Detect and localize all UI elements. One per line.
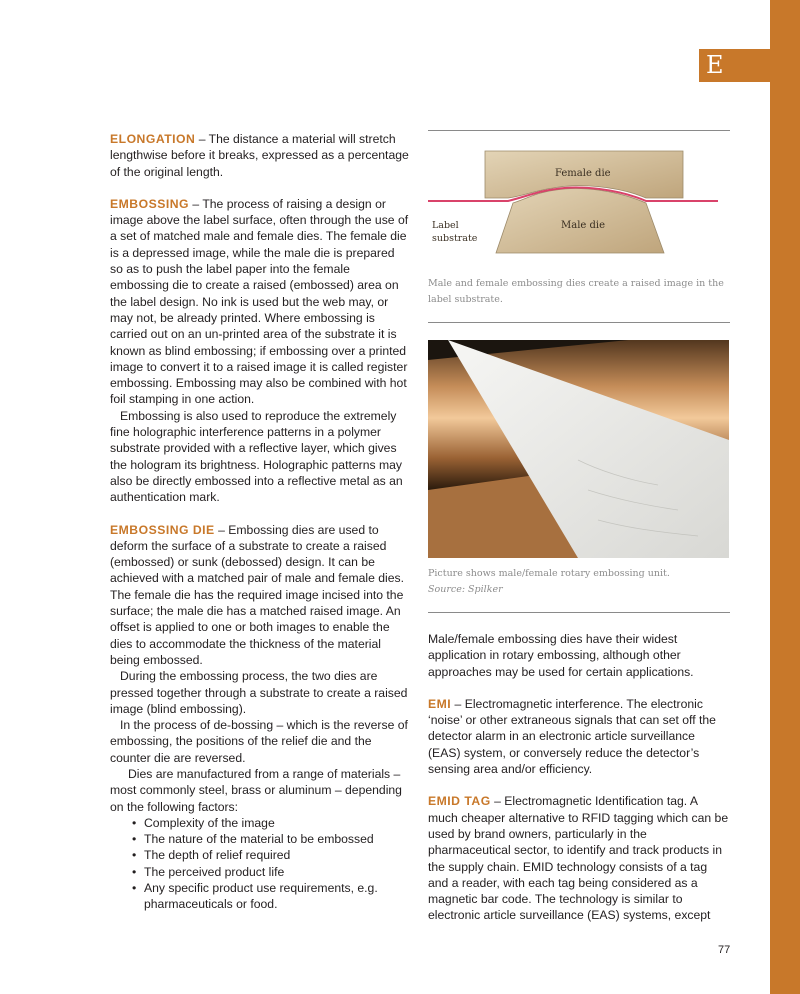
embossing-die-definition: – Embossing dies are used to deform the surface of a substrate to create a raised (embossed) or sunk (debossed) design. It can be achieved with a matched pair of male and female dies. The female die has the required image incised into the surface; the male die has a matched raised image. An offset is applied to one or both images to enable the dies to accommodate the thickness of the material being embossed. <box>110 522 405 667</box>
diagram-caption: Male and female embossing dies create a raised image in the label substrate. <box>428 278 724 305</box>
left-column <box>110 131 410 913</box>
rotary-embossing-photo <box>428 340 729 558</box>
die-factors-list <box>110 815 410 913</box>
side-color-bar <box>770 0 800 994</box>
divider-rule <box>428 322 730 323</box>
term-embossing: EMBOSSING <box>110 196 189 211</box>
embossing-die-paragraph-2: During the embossing process, the two dies are pressed together through a substrate to create a raised image (blind embossing). <box>110 669 408 716</box>
list-item: • Complexity of the image <box>144 815 410 831</box>
embossing-dies-diagram <box>428 148 728 258</box>
photo-caption <box>428 566 728 598</box>
embossing-paragraph-2: Embossing is also used to reproduce the extremely fine holographic interference patterns in a polymer substrate provided with a reflective layer, which gives the hologram its brightness. Holographic patterns may also be directly embossed into a reflective metal as an authentication mark. <box>110 408 403 505</box>
rotary-embossing-paragraph: Male/female embossing dies have their widest application in rotary embossing, although other approaches may be used for certain applications. <box>428 632 694 679</box>
embossing-die-paragraph-4: Dies are manufactured from a range of materials – most commonly steel, brass or aluminum – depending on the following factors: <box>110 766 402 814</box>
entry-elongation <box>110 131 410 180</box>
list-item: • The nature of the material to be embossed <box>144 831 410 847</box>
embossing-die-paragraph-3: In the process of de-bossing – which is the reverse of embossing, the positions of the relief die and the counter die are reversed. <box>110 718 408 765</box>
term-embossing-die: EMBOSSING DIE <box>110 522 215 537</box>
male-die-label: Male die <box>561 220 606 231</box>
term-emi: EMI <box>428 696 452 711</box>
substrate-label-line2: substrate <box>432 233 478 244</box>
photo-caption-text: Picture shows male/female rotary embossing unit. <box>428 568 670 579</box>
section-letter-tab: E <box>699 49 770 82</box>
entry-emi <box>428 696 730 777</box>
elongation-definition: – The distance a material will stretch lengthwise before it breaks, expressed as a percentage of the original length. <box>110 132 409 179</box>
right-column <box>428 631 730 924</box>
embossing-definition: – The process of raising a design or image above the label surface, often through the use of a set of matched male and female dies. The female die is a depressed image, while the male die is prepared so as to push the label paper into the female embossing die to create a raised (embossed) area on the label design. No ink is used but the web may, or may not, be already printed. Where embossing is carried out on an un-printed area of the substrate it is known as blind embossing; if embossing over a printed image to convert it to a raised image it is called register embossing. Embossing may also be combined with hot foil stamping in one action. <box>110 196 409 407</box>
entry-embossing <box>110 196 410 408</box>
list-item: • The depth of relief required <box>144 847 410 863</box>
entry-emid-tag <box>428 793 730 923</box>
emi-definition: – Electromagnetic interference. The electronic ‘noise’ or other extraneous signals that can set off the detector alarm in an electronic article surveillance (EAS) system, or conversely reduce the detector’s sensing area and/or efficiency. <box>428 696 716 777</box>
divider-rule <box>428 612 730 613</box>
list-item: • The perceived product life <box>144 864 410 880</box>
list-item: • Any specific product use requirements, e.g. pharmaceuticals or food. <box>144 880 410 913</box>
emid-tag-definition: – Electromagnetic Identification tag. A much cheaper alternative to RFID tagging which can be used by brand owners, particularly in the pharmaceutical sector, to identify and track products in the supply chain. EMID technology consists of a tag and a reader, with each tag being considered as a magnetic bar code. The technology is similar to electronic article surveillance (EAS) systems, except <box>428 794 729 923</box>
page-number: 77 <box>718 944 731 956</box>
substrate-label-line1: Label <box>432 220 459 231</box>
female-die-label: Female die <box>555 168 611 179</box>
entry-embossing-die <box>110 522 410 669</box>
photo-source: Source: Spilker <box>428 584 503 595</box>
divider-rule <box>428 130 730 131</box>
term-emid-tag: EMID TAG <box>428 794 491 809</box>
term-elongation: ELONGATION <box>110 132 196 146</box>
